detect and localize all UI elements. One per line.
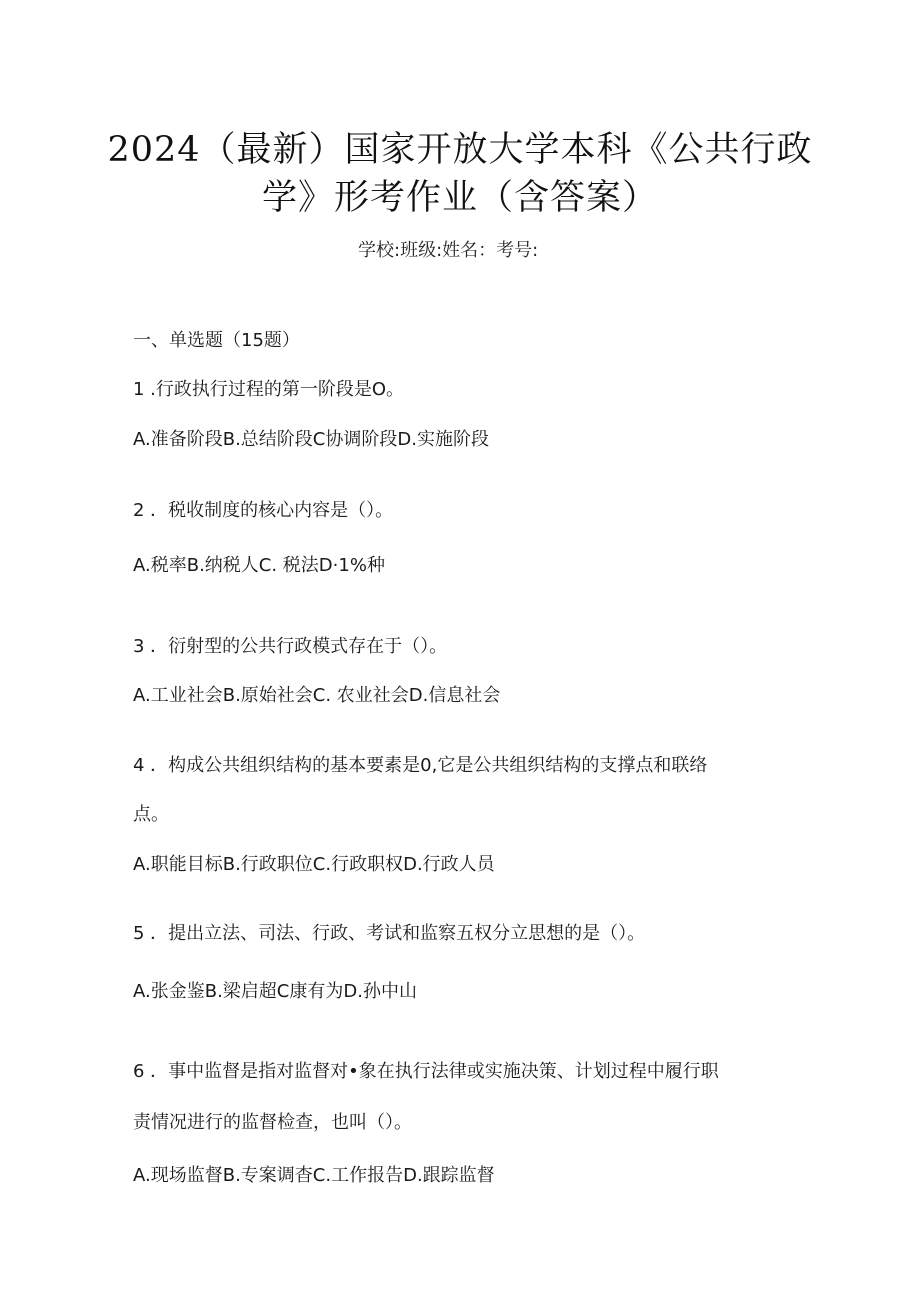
section-heading: 一、单选题（15题）: [133, 330, 300, 351]
question-2-options: A.税率B.纳税人C. 税法D·1%种: [133, 555, 385, 576]
student-info-line: 学校:班级:姓名：考号:: [358, 240, 539, 261]
question-4-stem-line-2: 点。: [133, 804, 169, 825]
question-6-stem-line-1: 6 ．事中监督是指对监督对•象在执行法律或实施决策、计划过程中履行职: [133, 1061, 719, 1082]
question-5-stem: 5 ．提出立法、司法、行政、考试和监察五权分立思想的是（）。: [133, 923, 646, 944]
question-4-stem-line-1: 4 ．构成公共组织结构的基本要素是0,它是公共组织结构的支撑点和联络: [133, 755, 708, 776]
question-3-options: A.工业社会B.原始社会C. 农业社会D.信息社会: [133, 685, 501, 706]
question-2-stem: 2 ．税收制度的核心内容是（）。: [133, 500, 394, 521]
question-5-options: A.张金鉴B.梁启超C康有为D.孙中山: [133, 981, 417, 1002]
question-6-stem-line-2: 责情况进行的监督检查，也叫（）。: [133, 1112, 412, 1133]
question-1-stem: 1 .行政执行过程的第一阶段是O。: [133, 379, 405, 400]
document-title-line-1: 2024（最新）国家开放大学本科《公共行政: [107, 130, 813, 170]
question-1-options: A.准备阶段B.总结阶段C协调阶段D.实施阶段: [133, 429, 489, 450]
question-4-options: A.职能目标B.行政职位C.行政职权D.行政人员: [133, 854, 495, 875]
question-3-stem: 3 ．衍射型的公共行政模式存在于（）。: [133, 636, 448, 657]
question-6-options: A.现场监督B.专案调杳C.工作报告D.跟踪监督: [133, 1165, 495, 1186]
document-title-line-2: 学》形考作业（含答案）: [261, 178, 658, 218]
